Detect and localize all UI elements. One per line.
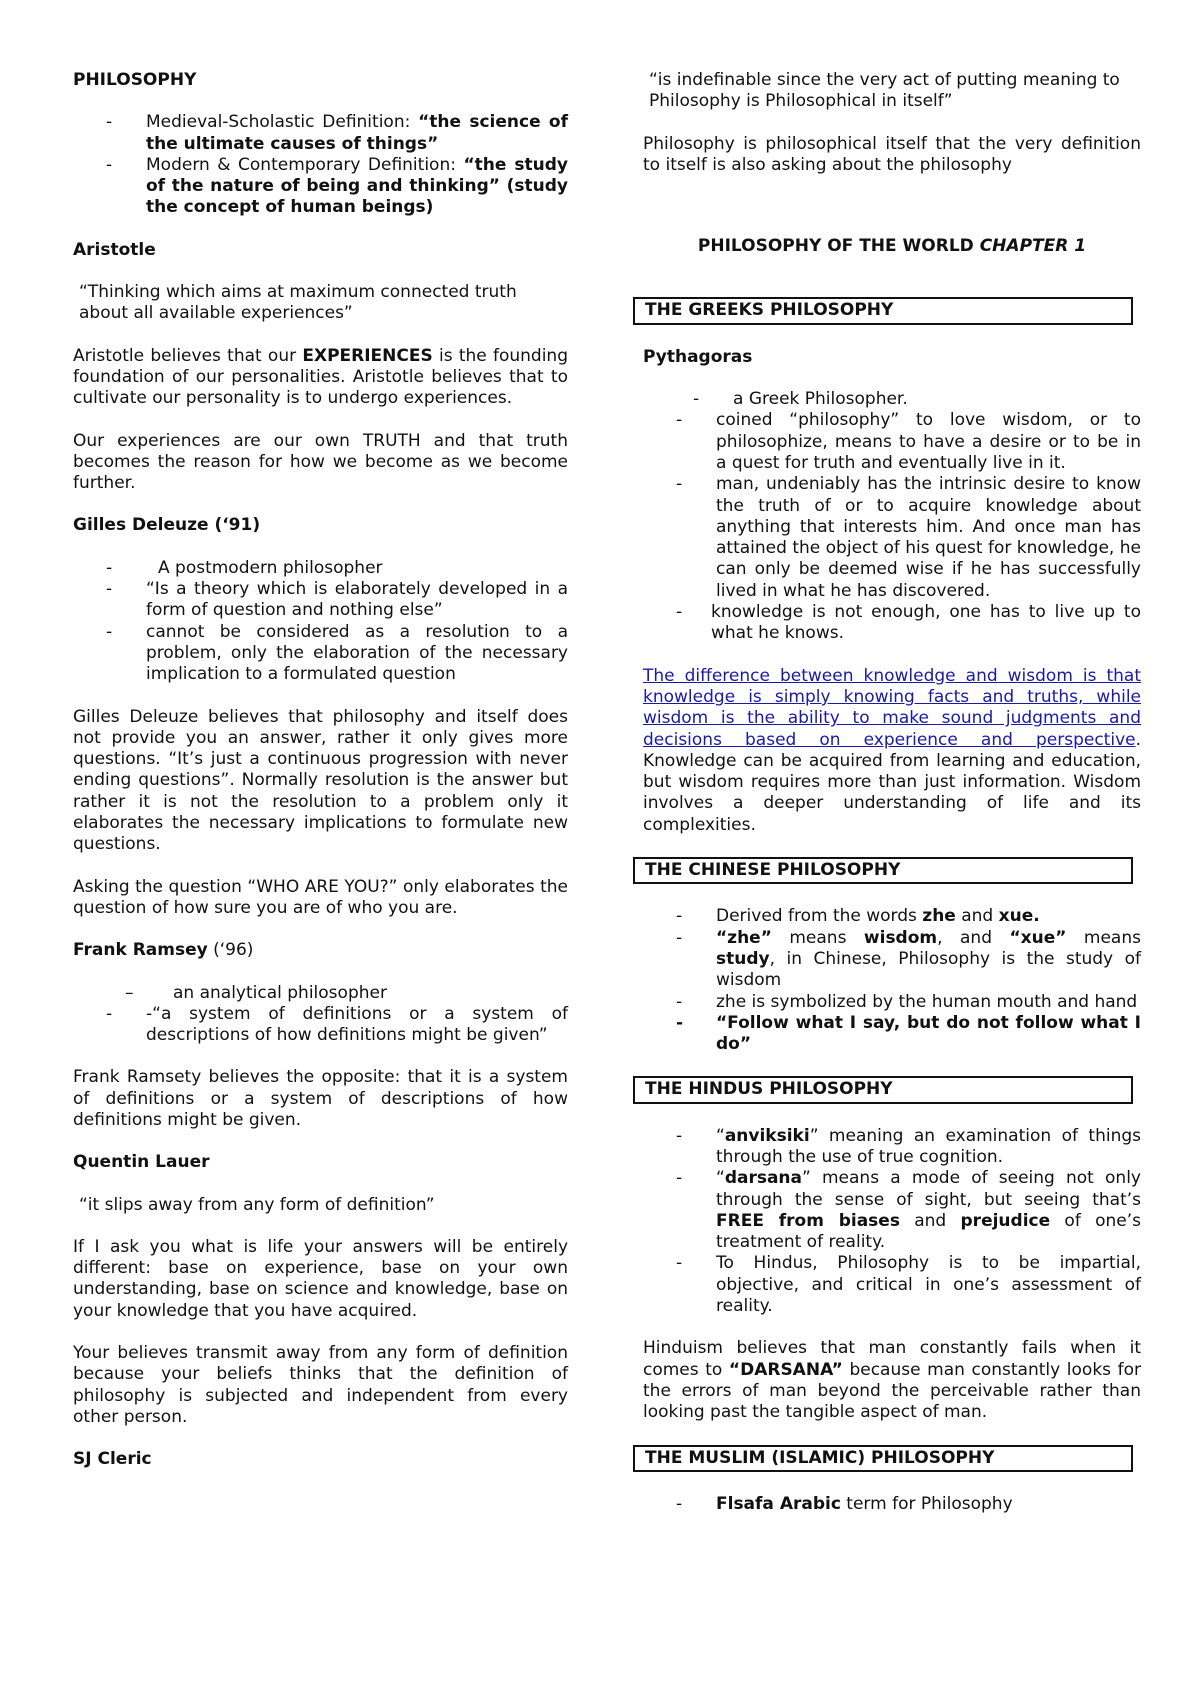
list-item-text: A postmodern philosopher [158, 557, 383, 578]
list-item: - “Is a theory which is elaborately developed in a form of question and nothing else” [106, 579, 568, 621]
text-run: means [771, 927, 864, 948]
wisdom-paragraph [643, 666, 1141, 836]
text-run: Derived from the words [716, 906, 923, 927]
section-heading-deleuze: Gilles Deleuze (‘91) [73, 515, 261, 536]
lauer-paragraph-2: Your believes transmit away from any form of definition because your beliefs thinks that the definition of philosophy is subjected and independent from every other person. [73, 1343, 568, 1427]
list-item: - cannot be considered as a resolution to a problem, only the elaboration of the necessary implication to a formulated question [106, 621, 568, 685]
text-run: term for Philosophy [840, 1493, 1013, 1514]
chapter-number: CHAPTER 1 [979, 236, 1087, 257]
list-item [73, 983, 568, 1004]
text-run: because man constantly looks for the errors of man beyond the perceivable rather than looking past the tangible aspect of man. [643, 1359, 1141, 1423]
section-heading-lauer: Quentin Lauer [73, 1152, 210, 1173]
deleuze-list [73, 558, 568, 686]
text-run: of one’s treatment of reality. [716, 1210, 1141, 1253]
section-heading-cleric: SJ Cleric [73, 1449, 152, 1470]
text-run: is the founding foundation of our personalities. Aristotle believes that to cultivate our personality is to undergo experiences. [73, 345, 568, 409]
greek-section-box: THE GREEKS PHILOSOPHY [633, 297, 1133, 324]
text-run: “ [716, 1168, 725, 1189]
list-item-text: To Hindus, Philosophy is to be impartial, objective, and critical in one’s assessment of reality. [716, 1253, 1141, 1317]
wisdom-link[interactable]: The difference between knowledge and wisdom is that knowledge is simply knowing facts and truths, while wisdom is the ability to make sound judgments and decisions based on experience and perspective [643, 665, 1141, 750]
list-item-text: zhe is symbolized by the human mouth and hand [716, 991, 1138, 1012]
ramsey-paragraph: Frank Ramsety believes the opposite: that it is a system of definitions or a system of descriptions of how definitions might be given. [73, 1067, 568, 1130]
hindus-section-box: THE HINDUS PHILOSOPHY [633, 1076, 1133, 1103]
text-run: “ [716, 1125, 725, 1146]
list-item [73, 1004, 568, 1047]
text-run: . Knowledge can be acquired from learning and education, but wisdom requires more than just information. Wisdom involves a deeper understanding of life and its complexities. [643, 729, 1141, 835]
text-run-bold: anviksiki [724, 1125, 810, 1146]
list-item-text: “Is a theory which is elaborately developed in a form of question and nothing else” [146, 579, 568, 621]
definition-label: Modern & Contemporary Definition: [146, 154, 464, 175]
list-item: - “anviksiki” meaning an examination of things through the use of true cognition. [676, 1125, 1141, 1167]
section-heading-pythagoras: Pythagoras [643, 346, 753, 367]
list-item-text: an analytical philosopher [173, 982, 387, 1003]
list-item: - knowledge is not enough, one has to live up to what he knows. [676, 602, 1141, 644]
text-run-bold: “xue” [1009, 927, 1067, 948]
list-item: - Flsafa Arabic term for Philosophy [676, 1493, 1013, 1514]
text-run: means [1066, 927, 1141, 948]
text-run-bold: darsana [724, 1168, 803, 1189]
section-heading-aristotle: Aristotle [73, 239, 156, 260]
section-heading-ramsey [73, 940, 568, 961]
hinduism-paragraph [643, 1338, 1141, 1423]
text-run: and [899, 1210, 961, 1231]
list-item: - A postmodern philosopher [106, 557, 383, 578]
aristotle-paragraph-1 [73, 346, 568, 410]
chinese-section-box: THE CHINESE PHILOSOPHY [633, 857, 1133, 884]
list-item: - a Greek Philosopher. [693, 389, 908, 410]
text-run-bold: zhe [922, 906, 956, 927]
chapter-title-text: PHILOSOPHY OF THE WORLD [697, 236, 980, 257]
cleric-quote: “is indefinable since the very act of putting meaning to Philosophy is Philosophical in itself” [649, 70, 1120, 112]
text-run-bold: study [716, 948, 770, 969]
definition-text: “the study of the nature of being and thinking” (study the concept of human beings) [146, 154, 568, 218]
section-heading-philosophy: PHILOSOPHY [73, 70, 197, 90]
text-run-bold: EXPERIENCES [302, 345, 433, 366]
text-run-bold: prejudice [960, 1210, 1051, 1231]
chinese-list [643, 906, 1141, 1055]
deleuze-paragraph-2: Asking the question “WHO ARE YOU?” only elaborates the question of how sure you are of who you are. [73, 876, 568, 918]
list-marker: – [125, 982, 134, 1003]
text-run-bold: xue. [998, 906, 1040, 927]
list-item: - “zhe” means wisdom, and “xue” means study, in Chinese, Philosophy is the study of wisdom [676, 927, 1141, 991]
philosophy-definitions-list [73, 112, 568, 218]
muslim-list [643, 1494, 1141, 1515]
text-run-bold: Flsafa Arabic [716, 1493, 841, 1514]
list-item: - coined “philosophy” to love wisdom, or to philosophize, means to have a desire or to be in a quest for truth and eventually live in it. [676, 410, 1141, 473]
aristotle-quote: “Thinking which aims at maximum connected truth about all available experiences” [79, 282, 517, 324]
chapter-title [643, 236, 1141, 257]
pythagoras-list [643, 389, 1141, 645]
muslim-section-box: THE MUSLIM (ISLAMIC) PHILOSOPHY [633, 1445, 1133, 1472]
list-item: - man, undeniably has the intrinsic desire to know the truth of or to acquire knowledge about anything that interests him. And once man has attained the object of his quest for knowledge, he can only be deemed wise if he has successfully lived in what he has discovered. [676, 474, 1141, 601]
list-item: - “Follow what I say, but do not follow what I do” [676, 1012, 1141, 1055]
text-run-bold: “DARSANA” [728, 1359, 843, 1380]
text-run: Aristotle believes that our [73, 345, 303, 366]
list-item-text: knowledge is not enough, one has to live up to what he knows. [711, 602, 1141, 644]
text-run: and [955, 906, 999, 927]
list-item-text: a Greek Philosopher. [733, 389, 908, 410]
definition-text: “the science of the ultimate causes of things” [146, 112, 568, 154]
aristotle-paragraph-2: Our experiences are our own TRUTH and that truth becomes the reason for how we become as we become further. [73, 430, 568, 494]
list-item-text: cannot be considered as a resolution to a problem, only the elaboration of the necessary implication to a formulated question [146, 621, 568, 685]
hindus-list [643, 1126, 1141, 1318]
cleric-paragraph: Philosophy is philosophical itself that the very definition to itself is also asking about the philosophy [643, 133, 1141, 175]
right-column [643, 70, 1141, 1536]
text-run: , and [937, 927, 1010, 948]
list-item: - To Hindus, Philosophy is to be impartial, objective, and critical in one’s assessment of reality. [676, 1253, 1141, 1317]
list-item: - zhe is symbolized by the human mouth and hand [676, 991, 1138, 1012]
text-run: Hinduism believes that man constantly fails when it comes to [643, 1338, 1141, 1380]
list-item-text: “Follow what I say, but do not follow what I do” [716, 1012, 1141, 1055]
heading-year: (‘96) [207, 940, 254, 961]
deleuze-paragraph-1: Gilles Deleuze believes that philosophy and itself does not provide you an answer, rather it only gives more questions. “It’s just a continuous progression with never ending questions”. Normally resolution is the answer but rather it is not the resolution to a problem only it elaborates the necessary implications to formulate new questions. [73, 706, 568, 855]
text-run-bold: FREE from biases [716, 1210, 900, 1231]
text-run: ” meaning an examination of things through the use of true cognition. [716, 1125, 1141, 1167]
text-run-bold: “zhe” [716, 927, 772, 948]
list-item-text: man, undeniably has the intrinsic desire to know the truth of or to acquire knowledge about anything that interests him. And once man has attained the object of his quest for knowledge, he can only be deemed wise if he has successfully lived in what he has discovered. [716, 474, 1141, 601]
lauer-quote: “it slips away from any form of definition” [79, 1194, 435, 1215]
list-item: - “darsana” means a mode of seeing not only through the sense of sight, but seeing that’s FREE from biases and prejudice of one’s treatment of reality. [676, 1168, 1141, 1253]
heading-name: Frank Ramsey [73, 940, 208, 961]
list-item-text: coined “philosophy” to love wisdom, or to philosophize, means to have a desire or to be in a quest for truth and eventually live in it. [716, 410, 1141, 473]
list-marker: - [106, 1003, 113, 1024]
text-run: , in Chinese, Philosophy is the study of wisdom [716, 948, 1141, 991]
text-run: ” means a mode of seeing not only through the sense of sight, but seeing that’s [716, 1168, 1141, 1210]
definition-label: Medieval-Scholastic Definition: [146, 112, 419, 133]
ramsey-list [73, 983, 568, 1047]
text-run-bold: wisdom [863, 927, 938, 948]
lauer-paragraph-1: If I ask you what is life your answers will be entirely different: base on experience, base on your own understanding, base on science and knowledge, base on your knowledge that you have acquired. [73, 1236, 568, 1321]
list-item: - Modern & Contemporary Definition: “the study of the nature of being and thinking” (study the concept of human beings) [106, 154, 568, 218]
list-item-text: -“a system of definitions or a system of descriptions of how definitions might be given” [146, 1003, 568, 1046]
list-item: - Derived from the words zhe and xue. [676, 906, 1040, 927]
list-item: - Medieval-Scholastic Definition: “the science of the ultimate causes of things” [106, 112, 568, 154]
left-column [73, 70, 568, 1492]
